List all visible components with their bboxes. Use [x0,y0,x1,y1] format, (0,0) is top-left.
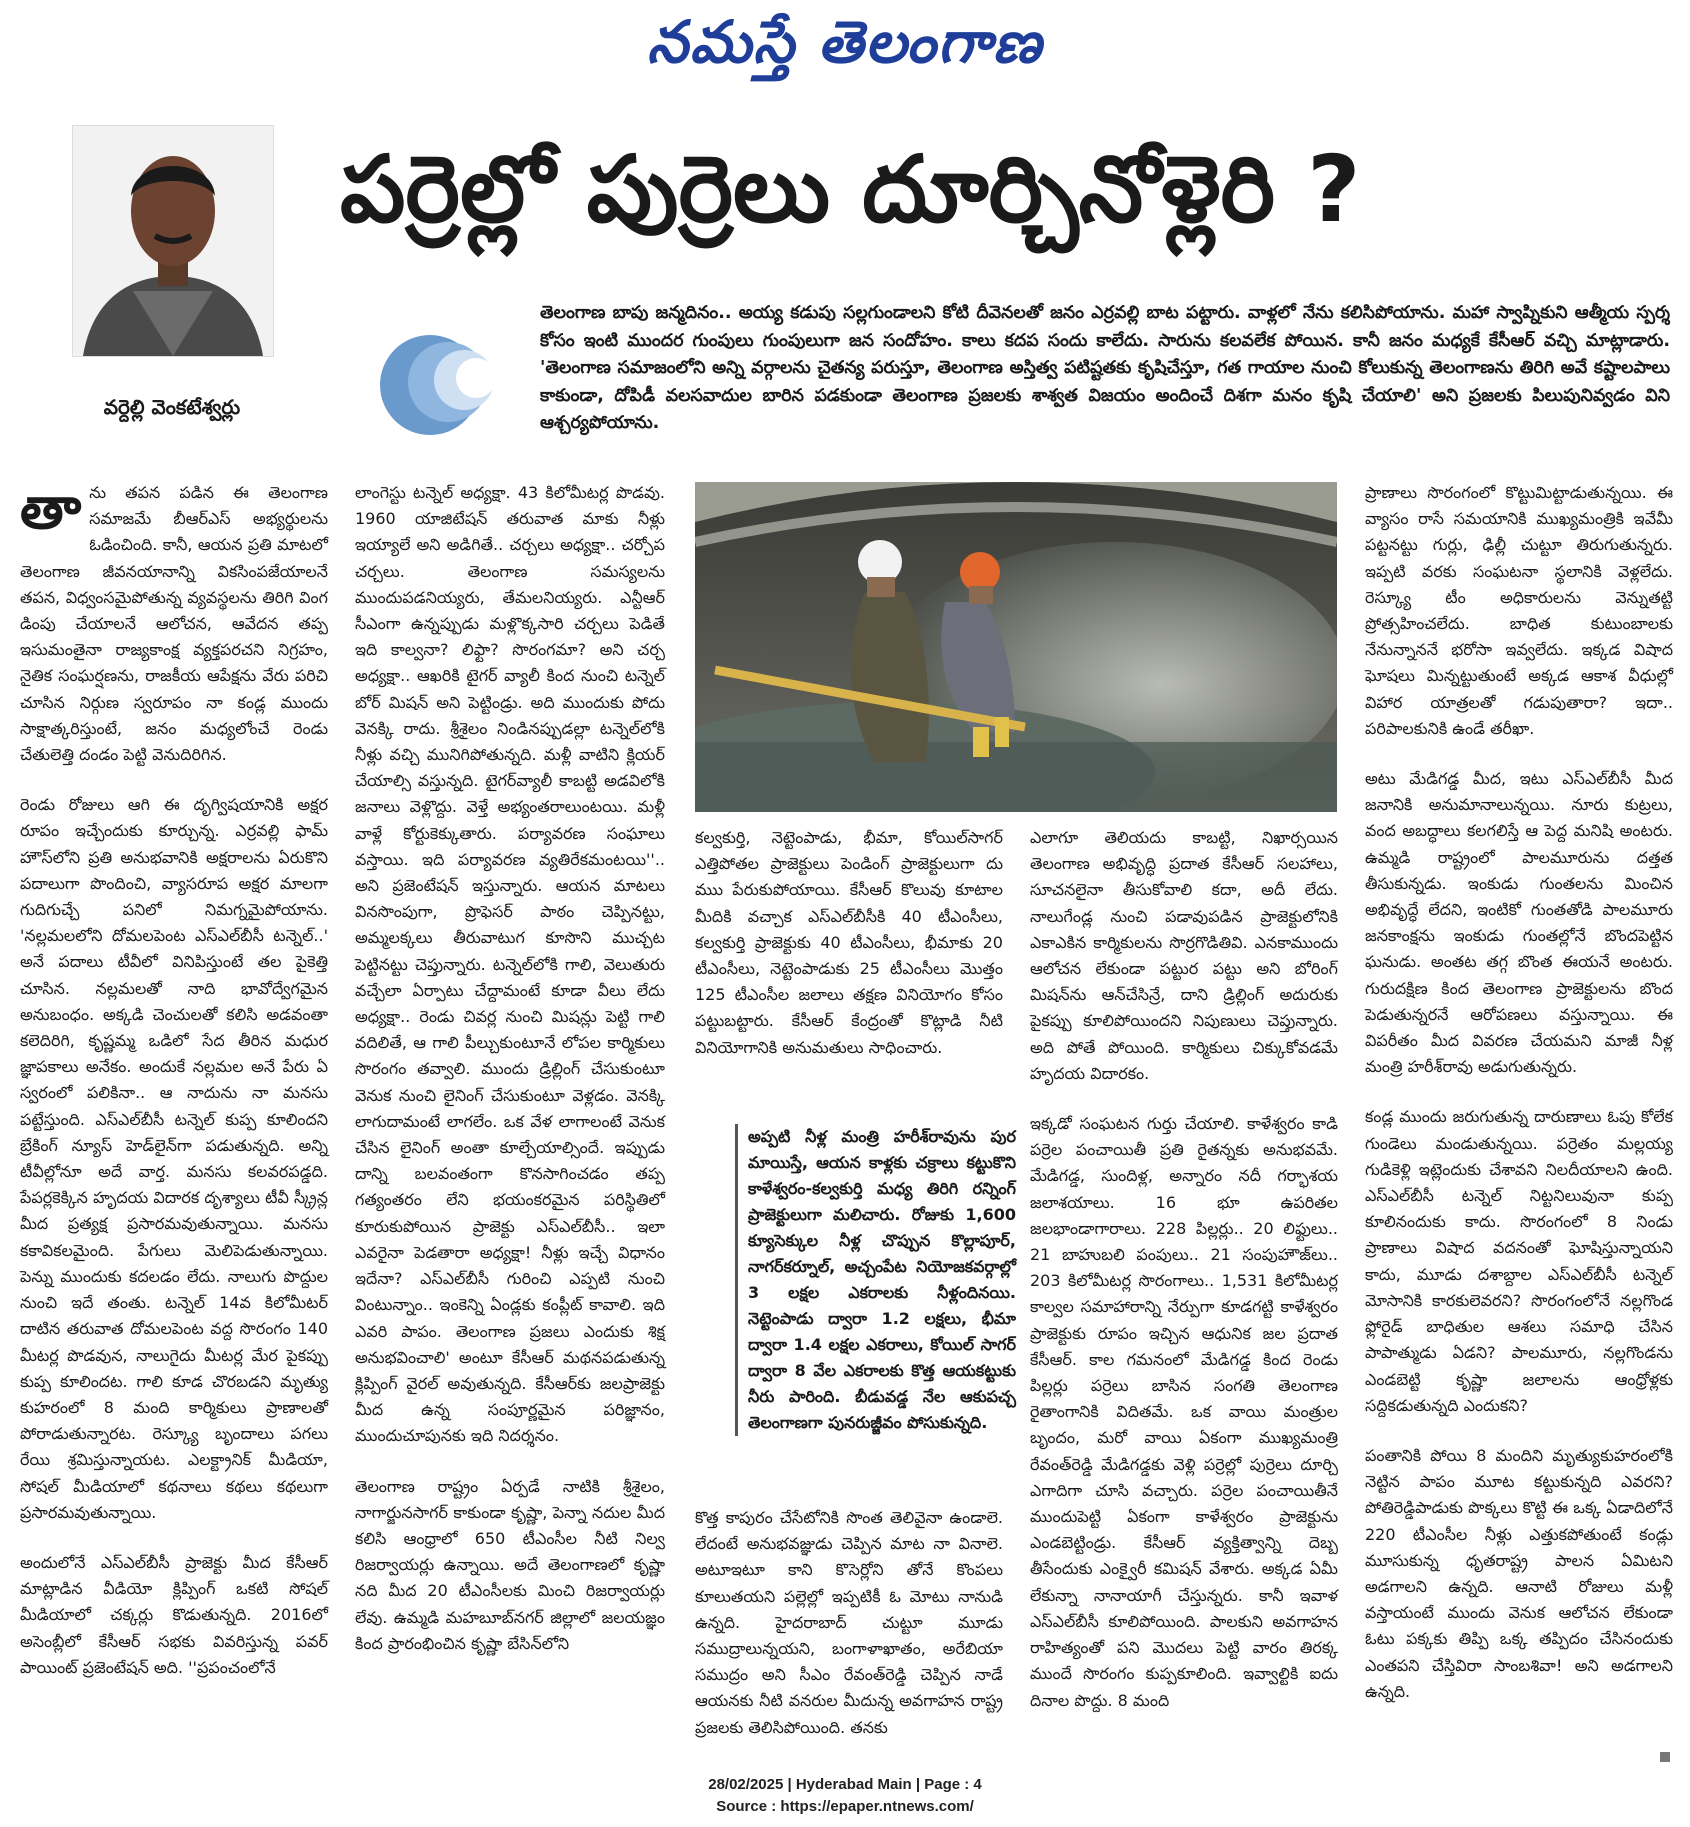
newspaper-masthead: నమస్తే తెలంగాణ [647,8,1043,76]
article-headline: పర్రెల్లో పుర్రెలు దూర్చినోళ్లెరి ? [340,136,1361,243]
drop-cap: తా [20,477,82,542]
col2-paragraph-2: తెలంగాణ రాష్ట్రం ఏర్పడే నాటికి శ్రీశైలం, నాగార్జునసాగర్ కాకుండా కృష్ణా, పెన్నా నదుల మీద కలిసి ఆంధ్రాలో 650 టీఎంసీల నీటి నిల్వ రిజర్వాయర్లు ఉన్నాయి. అదే తెలంగాణలో కృష్ణా నది మీద 20 టీఎంసీలకు మించి రిజర్వాయర్లు లేవు. ఉమ్మడి మహబూబ్‌నగర్ జిల్లాలో జలయజ్ఞం కింద ప్రారంభించిన కృష్ణా బేసిన్‌లోని [355,1476,665,1653]
footer-edition-line: 28/02/2025 | Hyderabad Main | Page : 4 [708,1776,982,1793]
col1-paragraph-3: అందులోనే ఎస్ఎల్‌బీసీ ప్రాజెక్టు మీద కేసీఆర్ మాట్లాడిన వీడియో క్లిప్పింగ్ ఒకటి సోషల్ మీడియాలో చక్కర్లు కొడుతున్నది. 2016లో అసెంబ్లీలో కేసీఆర్ సభకు వివరిస్తున్న పవర్ పాయింట్ ప్రజెంటేషన్ అది. ''ప్రపంచంలోనే [20,1552,328,1677]
article-end-mark [1660,1752,1670,1762]
col1-paragraph-1: ను తపన పడిన ఈ తెలంగాణ సమాజమే బీఆర్ఎస్ అభ్యర్థులను ఓడించింది. కానీ, ఆయన ప్రతి మాటలో తెలంగాణ జీవనయానాన్ని వికసింపజేయాలనే తపన, విధ్వంసమైపోతున్న వ్యవస్థలను తిరిగి వింగ డింపు చేయాలనే ఆలోచన, ఆవేదన తప్ప ఇసుమంతైనా రాజ్యకాంక్ష వ్యక్తపరచని నిగ్రహం, నైతిక సంఘర్షణను, రాజకీయ ఆపేక్షను వేరు పరిచి చూసిన నిర్గుణ స్వరూపం నా కండ్ల ముందు సాక్షాత్కరిస్తుంటే, జనం మధ్యలోంచే రెండు చేతులెత్తి దండం పెట్టి వెనుదిరిగిన. [20,483,328,765]
pull-quote: అప్పటి నీళ్ల మంత్రి హరీశ్‌రావును పుర మాయిస్తే, ఆయన కాళ్లకు చక్రాలు కట్టుకొని కాళేశ్వరం-కల్వకుర్తి మధ్య తిరిగి రన్నింగ్ ప్రాజెక్టులుగా మలిచారు. రోజుకు 1,600 క్యూసెక్కుల నీళ్ల చొప్పున కొల్లాపూర్, నాగర్‌కర్నూల్, అచ్చంపేట నియోజకవర్గాల్లో 3 లక్షల ఎకరాలకు నీళ్లందినయి. నెట్టెంపాడు ద్వారా 1.2 లక్షలు, భీమా ద్వారా 1.4 లక్షల ఎకరాలు, కోయిల్ సాగర్ ద్వారా 8 వేల ఎకరాలకు కొత్త ఆయకట్టుకు నీరు పారింది. బీడువడ్డ నేల ఆకుపచ్చ తెలంగాణగా పునరుజ్జీవం పోసుకున్నది. [735,1124,1016,1436]
page-footer [0,1774,1690,1818]
col1-paragraph-2: రెండు రోజులు ఆగి ఈ దృగ్విషయానికి అక్షర రూపం ఇచ్చేందుకు కూర్చున్న. ఎర్రవల్లి ఫామ్ హౌస్‌లోని ప్రతి అనుభవానికి అక్షరాలను ఏరుకొని పదాలుగా పొందించి, వ్యాసరూప అక్షర మాలగా గుదిగుచ్చే పనిలో నిమగ్నమైపోయాను. 'నల్లమలలోని దోమలపెంట ఎస్ఎల్‌బీసీ టన్నెల్..' అనే పదాలు టీవీలో వినిపిస్తుంటే తల పైకెత్తి చూసిన. నల్లమలతో నాది భావోద్వేగమైన అనుబంధం. అక్కడి చెంచులతో కలిసి అడవంతా కలెదిరిగి, కృష్ణమ్మ ఒడిలో సేద తీరిన మధుర జ్ఞాపకాలు అనేకం. అందుకే నల్లమల అనే పేరు ఏ స్వరంలో పలికినా.. ఆ నాదును నా మనసు పట్టేస్తుంది. ఎస్ఎల్‌బీసీ టన్నెల్ కుప్ప కూలిందని బ్రేకింగ్ న్యూస్ హెడ్‌లైన్‌గా పడుతున్నది. అన్ని టీవీల్లోనూ అదే వార్త. మనసు కలవరపడ్డది. పేపర్లకెక్కిన హృదయ విదారక దృశ్యాలు టీవీ స్క్రీన్ల మీద ప్రత్యక్ష ప్రసారమవుతున్నాయి. మనసు కకావికలమైంది. పేగులు మెలిపెడుతున్నాయి. పెన్ను ముందుకు కదలడం లేదు. నాలుగు పొద్దుల నుంచి ఇదే తంతు. టన్నెల్ 14వ కిలోమీటర్ దాటిన తరువాత దోమలపెంట వద్ద సొరంగం 140 మీటర్ల పొడవున, నాలుగైదు మీటర్ల మేర పైకప్పు కుప్ప కూలిందట. గాలి కూడ చొరబడని మృత్యు కుహరంలో 8 మంది కార్మికులు ప్రాణాలతో పోరాడుతున్నారట. రెస్క్యూ బృందాలు పగలు రేయి శ్రమిస్తున్నాయట. ఎలక్ట్రానిక్ మీడియా, సోషల్ మీడియాలో కథనాలు కథలు కథలుగా ప్రసారమవుతున్నాయి. [20,795,328,1522]
col5-paragraph-4: పంతానికి పోయి 8 మందిని మృత్యుకుహరంలోకి నెట్టిన పాపం మూట కట్టుకున్నది ఎవరని? పోతిరెడ్డిపాడుకు పొక్కలు కొట్టి ఈ ఒక్క ఏడాదిలోనే 220 టీఎంసీల నీళ్లు ఎత్తుకపోతుంటే కండ్లు మూసుకున్న ధృతరాష్ట్ర పాలన ఏమిటని అడగాలని ఉన్నది. ఆనాటి రోజులు మళ్లీ వస్తాయంటే ముందు వెనుక ఆలోచన లేకుండా ఓటు పక్కకు తిప్పి ఒక్క తప్పిదం చేసినందుకు ఎంతపని చేస్తివిరా సాంబశివా! అని అడగాలని ఉన్నది. [1365,1445,1673,1701]
col3-paragraph-1: కల్వకుర్తి, నెట్టెంపాడు, భీమా, కోయిల్‌సాగర్ ఎత్తిపోతల ప్రాజెక్టులు పెండింగ్ ప్రాజెక్టులుగా దు ముు పేరుకుపోయాయి. కేసీఆర్ కొలువు కూటాల మీదికి వచ్చాక ఎస్ఎల్‌బీసీకి 40 టీఎంసీలు, కల్వకుర్తి ప్రాజెక్టుకు 40 టీఎంసీలు, భీమాకు 20 టీఎంసీలు, నెట్టెంపాడుకు 25 టీఎంసీలు మొత్తం 125 టీఎంసీల జలాలు తక్షణ వినియోగం కోసం పట్టుబట్టారు. కేసీఆర్ కేంద్రంతో కొట్లాడి నీటి వినియోగానికి అనుమతులు సాధించారు. [695,828,1003,1057]
article-column-1 [20,477,328,1705]
col4-paragraph-1: ఎలాగూ తెలియదు కాబట్టి, నిఖార్సయిన తెలంగాణ అభివృద్ధి ప్రదాత కేసీఆర్ సలహాలు, సూచనలైనా తీసుకోవాలి కదా, అదీ లేదు. నాలుగేండ్ల నుంచి పడావుపడిన ప్రాజెక్టులోనికి ఎకాఎకిన కార్మికులను సొర్రగొడితివి. ఎనకాముందు ఆలోచన లేకుండా పట్టుర పట్టు అని బోరింగ్ మిషన్‌ను ఆన్‌చేసిన్రే, దాని డ్రిల్లింగ్ అదురుకు పైకప్పు కూలిపోయిందని నిపుణులు చెప్తున్నారు. అది పోతే పోయింది. కార్మికులు చిక్కుకోవడమే హృదయ విదారకం. [1030,828,1338,1083]
article-column-4 [1030,825,1338,1738]
decorative-circles [360,310,500,440]
article-intro: తెలంగాణ బాపు జన్మదినం.. అయ్య కడుపు సల్లగుండాలని కోటి దీవెనలతో జనం ఎర్రవల్లి బాట పట్టారు. వాళ్లలో నేను కలిసిపోయాను. మహా స్వాప్నికుని ఆత్మీయ స్పర్శ కోసం ఇంటి ముందర గుంపులు గుంపులుగా జన సందోహం. కాలు కదప సందు కాలేదు. సారును కలవలేక పోయిన. కానీ జనం మధ్యకే కేసీఆర్ వచ్చి మాట్లాడారు. 'తెలంగాణ సమాజంలోని అన్ని వర్గాలను చైతన్య పరుస్తూ, తెలంగాణ అస్తిత్వ పటిష్టతకు కృషిచేస్తూ, గత గాయాల నుంచి కోలుకున్న తెలంగాణను తిరిగి అవే కష్టాలపాలు కాకుండా, దోపిడీ వలసవాదుల బారిన పడకుండా తెలంగాణ ప్రజలకు శాశ్వత విజయం అందించే దిశగా మనం కృషి చేయాలి' అని ప్రజలకు పిలుపునివ్వడం విని ఆశ్చర్యపోయాను. [540,303,1670,433]
tunnel-rescue-photo [695,482,1337,812]
article-column-3 [695,825,1003,1085]
col4-paragraph-2: ఇక్కడో సంఘటన గుర్తు చేయాలి. కాళేశ్వరం కాడి పర్రెల పంచాయితీ ప్రతి రైతన్నకు అనుభవమే. మేడిగడ్డ, సుందిళ్ల, అన్నారం నదీ గర్భాశయ జలాశయాలు. 16 భూ ఉపరితల జలభాండాగారాలు. 228 పిల్లర్లు.. 20 లిఫ్టులు.. 21 బాహుబలి పంపులు.. 21 సంపుహౌజ్‌లు.. 203 కిలోమీటర్ల సొరంగాలు.. 1,531 కిలోమీటర్ల కాల్వల సమాహారాన్ని నేర్పుగా కూడగట్టి కాళేశ్వరం ప్రాజెక్టుకు రూపం ఇచ్చిన ఆధునిక జల ప్రదాత కేసీఆర్. కాల గమనంలో మేడిగడ్డ కింద రెండు పిల్లర్లు పర్రెలు బాసిన సంగతి తెలంగాణ రైతాంగానికి విదితమే. ఒక వాయి మంత్రుల బృందం, మరో వాయి ఏకంగా ముఖ్యమంత్రి రేవంత్‌రెడ్డి మేడిగడ్డకు వెళ్లి పర్రెల్లో పుర్రెలు దూర్చి ఎగాదిగా చూసి వచ్చారు. పర్రెల పంచాయితీనే ముందుపెట్టి ఏకంగా కాళేశ్వరం ప్రాజెక్టును ఎండబెట్టిండ్రు. కేసీఆర్ వ్యక్తిత్వాన్ని దెబ్బ తీసేందుకు ఎంక్వైరీ కమిషన్ వేశారు. అక్కడ ఏమీ లేకున్నా నానాయాగీ చేస్తున్నరు. కానీ ఇవాళ ఎస్ఎల్‌బీసీ కూలిపోయింది. పాలకుని అవగాహన రాహిత్యంతో పని మొదలు పెట్టి వారం తిరక్క ముందే సొరంగం కుప్పకూలింది. ఇవ్వాల్టికి ఐదు దినాల పొద్దు. 8 మంది [1030,1114,1338,1710]
article-column-3-lower [695,1505,1003,1765]
col3-paragraph-2: కొత్త కాపురం చేసేటోనికి సొంత తెలివైనా ఉండాలె. లేదంటే అనుభవజ్ఞుడు చెప్పిన మాట నా వినాలె. అటూఇటూ కాని కొసెర్లోని తోనే కొంపలు కూలుతయని పల్లెల్లో ఇప్పటికీ ఓ మోటు నానుడి ఉన్నది. హైదరాబాద్ చుట్టూ మూడు సముద్రాలున్నయని, బంగాళాఖాతం, అరేబియా సముద్రం అని సీఎం రేవంత్‌రెడ్డి చెప్పిన నాడే ఆయనకు నీటి వనరుల మీదున్న అవగాహన రాష్ట్ర ప్రజలకు తెలిసిపోయింది. తనకు [695,1508,1003,1737]
col5-paragraph-1: ప్రాణాలు సొరంగంలో కొట్టుమిట్టాడుతున్నయి. ఈ వ్యాసం రాసే సమయానికి ముఖ్యమంత్రికి ఇవేమీ పట్టనట్టు గుర్లు, ఢిల్లీ చుట్టూ తిరుగుతున్నరు. ఇప్పటి వరకు సంఘటనా స్థలానికి వెళ్లలేదు. రెస్క్యూ టీం అధికారులను వెన్నుతట్టి ప్రోత్సహించలేదు. బాధిత కుటుంబాలకు నేనున్నాననే భరోసా ఇవ్వలేదు. ఇక్కడ విషాద ఘోషలు మిన్నట్టుతుంటే అక్కడ ఆకాశ వీధుల్లో విహార యాత్రలతో గడుపుతారా? ఇదా.. పరిపాలకునికి ఉండే తరీఖా. [1365,483,1673,738]
article-column-5 [1365,480,1673,1729]
author-byline: వర్దెల్లి వెంకటేశ్వర్లు [103,395,241,419]
article-column-2 [355,480,665,1681]
footer-source-link[interactable]: Source : https://epaper.ntnews.com/ [716,1798,974,1815]
author-photo [72,125,274,357]
col2-paragraph-1: లాంగెస్టు టన్నెల్ అధ్యక్షా. 43 కిలోమీటర్ల పొడవు. 1960 యాజిటేషన్ తరువాత మాకు నీళ్లు ఇయ్యాలే అని అడిగితే.. చర్చలు అధ్యక్షా.. చర్చోప చర్చలు. తెలంగాణ సమస్యలను ముందుపడనియ్యరు, తేమలనియ్యరు. ఎన్టీఆర్ సీఎంగా ఉన్నప్పుడు మళ్లొక్కసారి చర్చలు పెడితే ఇది కాల్వనా? లిఫ్టా? సొరంగమా? అని చర్చ అధ్యక్షా.. ఆఖరికి టైగర్ వ్యాలీ కింద నుంచి టన్నెల్ బోర్ మిషన్ అని పెట్టిండ్రు. అది ముందుకు పోదు వెనక్కి రాదు. శ్రీశైలం నిండినప్పుడల్లా టన్నెల్‌లోకి నీళ్లు వచ్చి మునిగిపోతున్నది. మళ్లీ వాటిని క్లియర్ చేయాల్సి వస్తున్నది. టైగర్‌వ్యాలీ కాబట్టి అడవిలోకి జనాలు వెళ్లొద్దు. వెళ్తే అభ్యంతరాలుంటయి. మళ్లీ వాళ్లే కోర్టుకెక్కుతారు. పర్యావరణ సంఘాలు వస్తాయి. ఇది పర్యావరణ వ్యతిరేకమంటయి''.. అని ప్రజెంటేషన్ ఇస్తున్నారు. ఆయన మాటలు వినసొంపుగా, ప్రొఫెసర్ పాఠం చెప్పినట్టు, అమ్మలక్కలు తీరువాటుగ కూసొని ముచ్చట పెట్టినట్టు చెప్తున్నారు. టన్నెల్‌లోకి గాలి, వెలుతురు వచ్చేలా ఏర్పాటు చేద్దామంటే కూడా వీలు లేదు అధ్యక్షా.. రెండు చివర్ల నుంచి మిషన్లు పెట్టి గాలి వదిలితే, ఆ గాలి పీల్చుకుంటూనే లోపల కార్మికులు సొరంగం తవ్వాలి. ముందు డ్రిల్లింగ్ చేసుకుంటూ వెనుక నుంచి లైనింగ్ చేసుకుంటూ వెళ్లడం. వెనక్కి లాగుదామంటే లాగలేం. ఒక వేళ లాగాలంటే వెనుక చేసిన లైనింగ్ అంతా కూల్చేయాల్సిందే. ఇప్పుడు దాన్ని బలవంతంగా కొనసాగించడం తప్ప గత్యంతరం లేని భయంకరమైన పరిస్థితిలో కూరుకుపోయిన ప్రాజెక్టు ఎస్ఎల్‌బీసీ.. ఇలా ఎవరైనా పెడతారా అధ్యక్షా! నీళ్లు ఇచ్చే విధానం ఇదేనా? ఎస్ఎల్‌బీసీ గురించి ఎప్పటి నుంచి వింటున్నాం.. ఇంకెన్ని ఏండ్లకు కంప్లీట్ కావాలి. ఇది ఎవరి పాపం. తెలంగాణ ప్రజలు ఎందుకు శిక్ష అనుభవించాలి' అంటూ కేసీఆర్ మథనపడుతున్న క్లిప్పింగ్ వైరల్ అవుతున్నది. కేసీఆర్‌కు జలప్రాజెక్టు మీద ఉన్న సంపూర్ణమైన పరిజ్ఞానం, ముందుచూపునకు ఇది నిదర్శనం. [355,483,665,1446]
col5-paragraph-3: కండ్ల ముందు జరుగుతున్న దారుణాలు ఓపు కోలేక గుండెలు మండుతున్నయి. పర్రెతం మల్లయ్య గుడికెళ్లి ఇట్లెందుకు చేశావని నిలదీయాలని ఉంది. ఎస్ఎల్‌బీసీ టన్నెల్ నిట్టనిలువునా కుప్ప కూలినందుకు కాదు. సొరంగంలో 8 నిండు ప్రాణాలు విషాద వదనంతో ఘోషిస్తున్నాయని కాదు, మూడు దశాబ్దాల ఎస్ఎల్‌బీసీ టన్నెల్ మోసానికి కారకులెవరని? సొరంగంలోనే నల్లగొండ ఫ్లోరైడ్ బాధితుల ఆశలు సమాధి చేసిన పాపాత్ముడు ఏడని? పాలమూరు, నల్లగొండను ఎండబెట్టి కృష్ణా జలాలను ఆంధ్రోళ్లకు సద్దికడుతున్నది ఎందుకని? [1365,1107,1673,1415]
col5-paragraph-2: అటు మేడిగడ్డ మీద, ఇటు ఎస్ఎల్‌బీసీ మీద జనానికి అనుమానాలున్నయి. నూరు కుట్రలు, వంద అబద్ధాలు కలగలిస్తే ఆ పెద్ద మనిషి అంటరు. ఉమ్మడి రాష్ట్రంలో పాలమూరును దత్తత తీసుకున్నడు. ఇంకుడు గుంతలను మించిన అభివృద్ధే లేదని, ఇంటికో గుంతతోడి పాలమూరు జనకాంక్షను ఇంకుడు గుంతల్లోనే బొందపెట్టిన ఘనుడు. అంతట తగ్గ బొంత ఈయనే అంటరు. గురుదక్షిణ కింద తెలంగాణ ప్రాజెక్టులను బొంద పెడుతున్నరనే ఆరోపణలు వస్తున్నాయి. ఈ విపరీతం మీద వివరణ చేయమని మాజీ నీళ్ల మంత్రి హరీశ్‌రావు అడుగుతున్నరు. [1365,769,1673,1077]
